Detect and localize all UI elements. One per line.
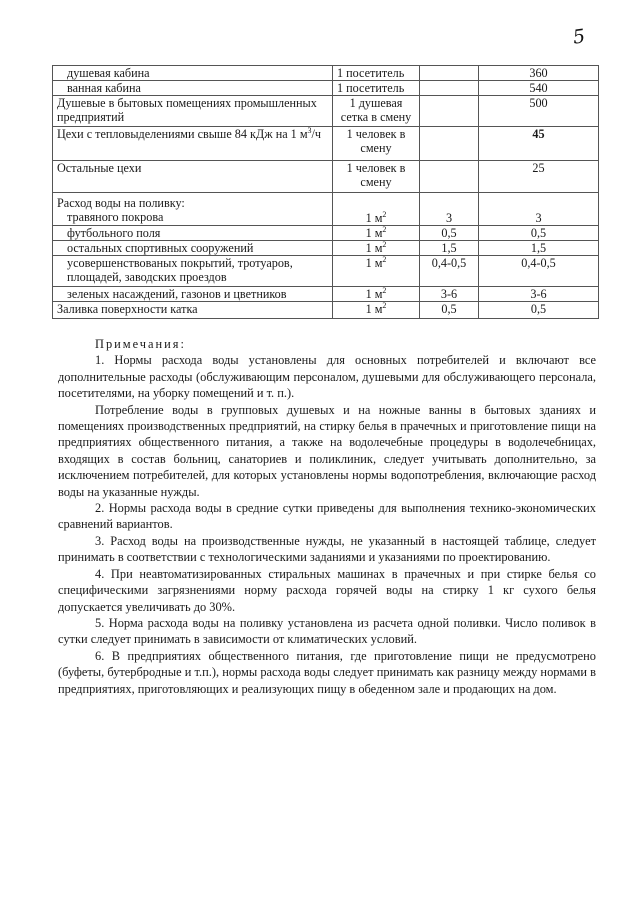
table-row (53, 161, 599, 193)
row-col4: 3-6 (479, 287, 599, 302)
row-unit (333, 287, 420, 302)
row-unit (333, 302, 420, 319)
row-col4: 3 (479, 193, 599, 226)
superscript: 2 (382, 254, 387, 264)
row-col4: 25 (479, 161, 599, 193)
superscript: 2 (382, 285, 387, 295)
row-name: Заливка поверхности катка (53, 302, 333, 319)
row-col4: 0,5 (479, 302, 599, 319)
row-name: Душевые в бытовых помещениях промышленных предприятий (53, 96, 333, 127)
table-row (53, 127, 599, 161)
row-col4: 360 (479, 66, 599, 81)
row-unit: 1 человек в смену (333, 161, 420, 193)
row-col4: 500 (479, 96, 599, 127)
page-number: 5 (571, 25, 587, 49)
notes-section (58, 336, 596, 697)
table-row (53, 96, 599, 127)
row-name-suffix: /ч (311, 127, 322, 141)
table-row (53, 287, 599, 302)
row-unit (333, 193, 420, 226)
superscript: 3 (307, 125, 312, 135)
row-col3 (420, 81, 479, 96)
row-name: остальных спортивных сооружений (53, 241, 333, 256)
note-paragraph: Потребление воды в групповых душевых и на ножные ванны в бытовых зданиях и помещениях производственных предприятий, на стирку белья в прачечных и приготовление пищи на предприятиях общественного питания, а также на водолечебные процедуры в водолечебницах, входящих в состав больниц, санаториев и поликлиник, следует учитывать дополнительно, за исключением потребителей, для которых установлены нормы водопотребления, включающие расход воды на указанные нужды. (58, 402, 596, 499)
table-row (53, 66, 599, 81)
water-norms-table (52, 65, 599, 319)
row-name: футбольного поля (53, 226, 333, 241)
unit-text: 1 м (365, 287, 383, 301)
row-col3: 0,5 (420, 302, 479, 319)
table-row (53, 302, 599, 319)
row-unit: 1 посетитель (333, 81, 420, 96)
note-paragraph: 3. Расход воды на производственные нужды, не указанный в настоящей таблице, следует принимать в соответствии с технологическими заданиями и указаниями по проектированию. (58, 533, 596, 565)
row-col3: 1,5 (420, 241, 479, 256)
table-row-watering-header (53, 193, 599, 226)
notes-title: Примечания: (95, 337, 186, 351)
row-name: Остальные цехи (53, 161, 333, 193)
row-unit (333, 256, 420, 287)
table-row (53, 81, 599, 96)
row-unit (333, 226, 420, 241)
row-name-text: Цехи с тепловыделениями свыше 84 кДж на 1 м (57, 127, 308, 141)
row-unit: 1 душевая сетка в смену (333, 96, 420, 127)
table-row (53, 226, 599, 241)
row-name: душевая кабина (53, 66, 333, 81)
row-col4: 45 (479, 127, 599, 161)
unit-text: 1 м (365, 256, 383, 270)
note-paragraph: 5. Норма расхода воды на поливку установлена из расчета одной поливки. Число поливок в сутки следует принимать в зависимости от климатических условий. (58, 615, 596, 647)
row-unit (333, 241, 420, 256)
watering-row-name: травяного покрова (67, 210, 164, 224)
row-col4: 540 (479, 81, 599, 96)
unit-text: 1 м (365, 302, 383, 316)
row-name (53, 193, 333, 226)
row-name (53, 127, 333, 161)
superscript: 2 (382, 209, 387, 219)
note-paragraph: 2. Нормы расхода воды в средние сутки приведены для выполнения технико-экономических сравнений вариантов. (58, 501, 596, 532)
row-col3 (420, 161, 479, 193)
row-col3: 0,4-0,5 (420, 256, 479, 287)
unit-text: 1 м (365, 211, 383, 225)
unit-text: 1 м (365, 226, 383, 240)
row-name: зеленых насаждений, газонов и цветников (53, 287, 333, 302)
superscript: 2 (382, 300, 387, 310)
row-name: ванная кабина (53, 81, 333, 96)
row-col3: 0,5 (420, 226, 479, 241)
row-name: усовершенствованых покрытий, тротуаров, площадей, заводских проездов (53, 256, 333, 287)
table-row (53, 256, 599, 287)
row-unit: 1 человек в смену (333, 127, 420, 161)
note-paragraph: 1. Нормы расхода воды установлены для основных потребителей и включают все дополнительные расходы (обслуживающим персоналом, душевыми для обслуживающего персонала, посетителями, на уборку помещений и т. п.). (58, 353, 596, 401)
row-col3 (420, 96, 479, 127)
row-unit: 1 посетитель (333, 66, 420, 81)
superscript: 2 (382, 239, 387, 249)
row-col3 (420, 127, 479, 161)
row-col4: 1,5 (479, 241, 599, 256)
row-col4: 0,5 (479, 226, 599, 241)
note-paragraph: 4. При неавтоматизированных стиральных машинах в прачечных и при стирке белья со специфическими загрязнениями норму расхода горячей воды на стирку 1 кг сухого белья допускается увеличивать до 30%. (58, 566, 596, 614)
watering-header: Расход воды на поливку: (57, 196, 185, 210)
note-paragraph: 6. В предприятиях общественного питания, где приготовление пищи не предусмотрено (буфеты, бутербродные и т.п.), нормы расхода воды следует принимать как разницу между нормами в предприятиях, приготовляющих и реализующих пищу в обеденном зале и продающих на дом. (58, 648, 596, 696)
row-col3: 3 (420, 193, 479, 226)
unit-text: 1 м (365, 241, 383, 255)
superscript: 2 (382, 224, 387, 234)
row-col3: 3-6 (420, 287, 479, 302)
table-row (53, 241, 599, 256)
row-col3 (420, 66, 479, 81)
row-col4: 0,4-0,5 (479, 256, 599, 287)
